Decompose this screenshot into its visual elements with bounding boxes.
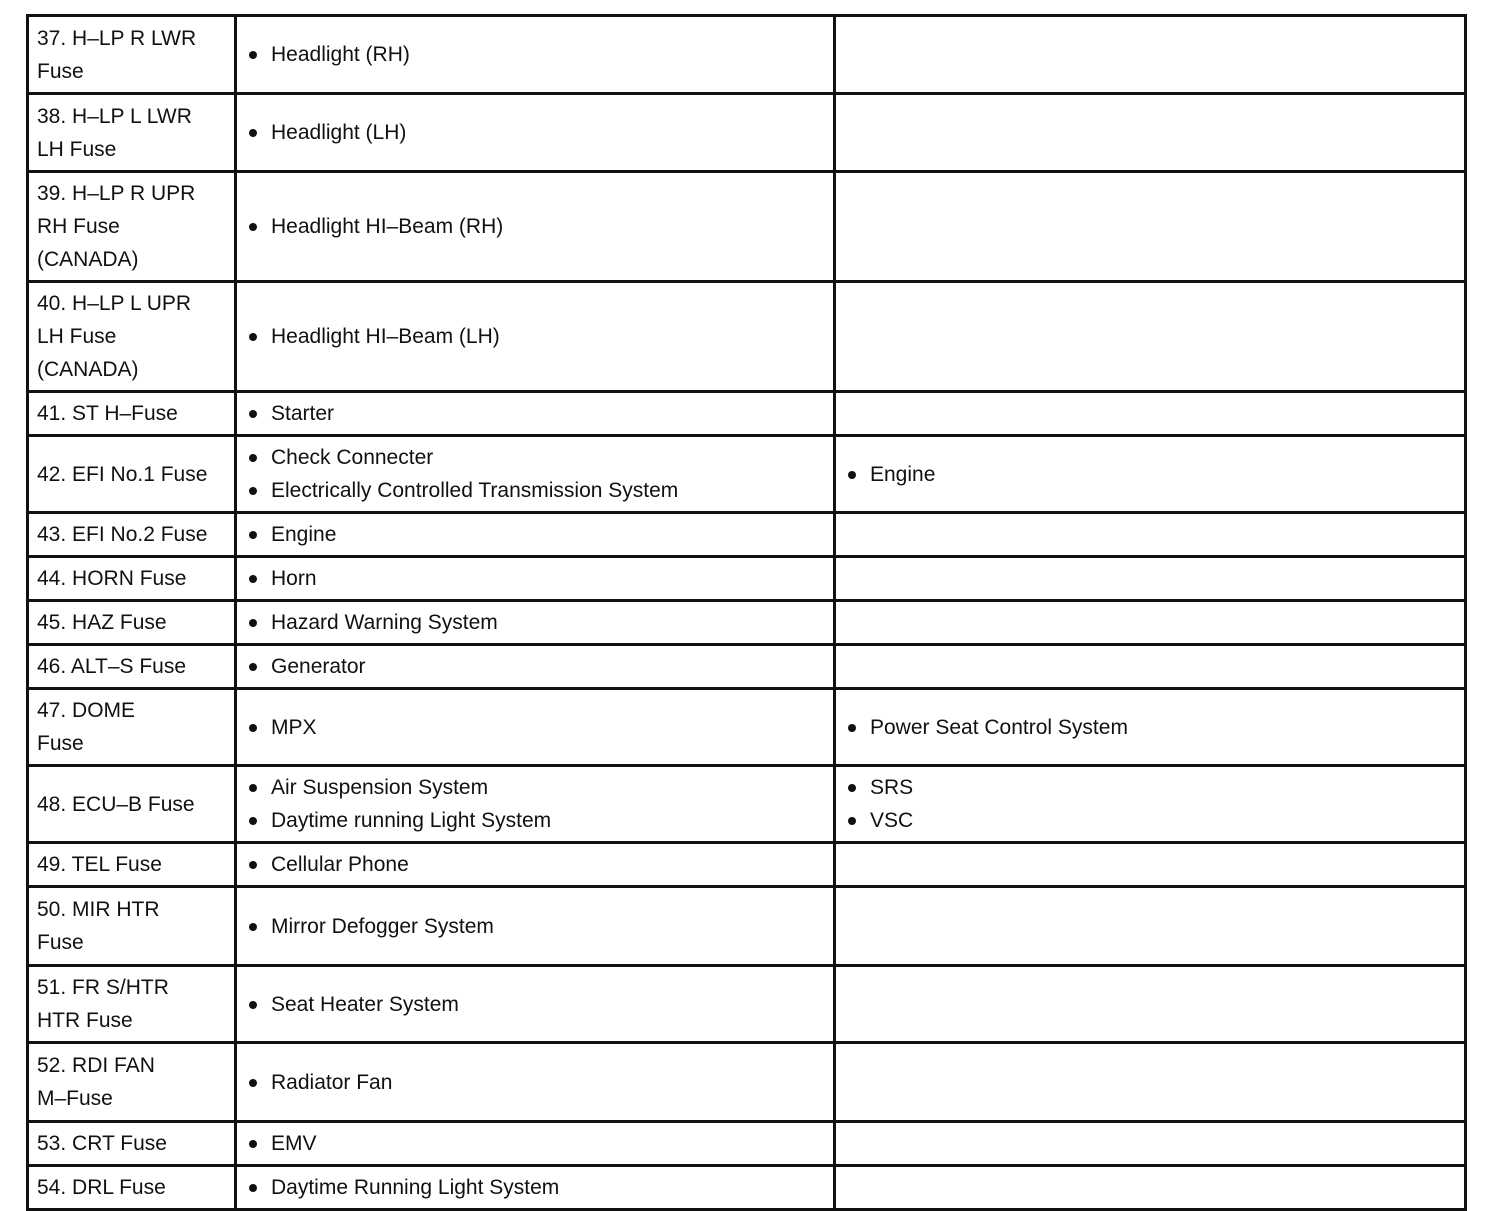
related-system-cell	[835, 966, 1466, 1043]
list-item: MPX	[247, 711, 825, 744]
bullet-list	[245, 771, 825, 837]
fuse-table-body	[28, 16, 1466, 1210]
bullet-list	[844, 771, 1456, 837]
related-system-cell	[835, 557, 1466, 601]
circuit-cell	[236, 601, 835, 645]
circuit-cell	[236, 1043, 835, 1122]
bullet-list	[245, 441, 825, 507]
table-row	[28, 601, 1466, 645]
list-item: Daytime running Light System	[247, 804, 825, 837]
circuit-cell	[236, 1166, 835, 1210]
bullet-list	[245, 518, 825, 551]
circuit-cell	[236, 966, 835, 1043]
fuse-name-cell	[28, 601, 236, 645]
list-item: SRS	[846, 771, 1456, 804]
fuse-name-line: 37. H–LP R LWR	[37, 26, 197, 50]
related-system-cell	[835, 94, 1466, 172]
circuit-cell	[236, 843, 835, 887]
fuse-table	[26, 14, 1467, 1211]
bullet-list	[245, 562, 825, 595]
bullet-list	[245, 397, 825, 430]
fuse-name-line: 50. MIR HTR	[37, 898, 160, 921]
list-item: Air Suspension System	[247, 771, 825, 804]
fuse-name-cell	[28, 843, 236, 887]
fuse-name-line: 38. H–LP L LWR	[37, 104, 192, 128]
related-system-cell	[835, 689, 1466, 766]
fuse-name-line: LH Fuse	[37, 325, 117, 348]
fuse-name-cell	[28, 645, 236, 689]
related-system-cell	[835, 843, 1466, 887]
fuse-name-line: 45. HAZ Fuse	[37, 611, 167, 634]
table-row	[28, 392, 1466, 436]
fuse-name-line: 40. H–LP L UPR	[37, 292, 192, 315]
circuit-cell	[236, 94, 835, 172]
fuse-name-cell	[28, 557, 236, 601]
related-system-cell	[835, 1166, 1466, 1210]
bullet-list	[245, 320, 825, 353]
list-item: Starter	[247, 397, 825, 430]
table-row	[28, 1043, 1466, 1122]
circuit-cell	[236, 887, 835, 966]
fuse-name-line: HTR Fuse	[37, 1009, 133, 1032]
related-system-cell	[835, 601, 1466, 645]
circuit-cell	[236, 1122, 835, 1166]
table-row	[28, 172, 1466, 282]
list-item: Engine	[846, 458, 1456, 491]
related-system-cell	[835, 1122, 1466, 1166]
circuit-cell	[236, 282, 835, 392]
list-item: Radiator Fan	[247, 1066, 825, 1099]
fuse-name-line: 42. EFI No.1 Fuse	[37, 462, 208, 486]
table-row	[28, 966, 1466, 1043]
table-row	[28, 887, 1466, 966]
fuse-name-line: LH Fuse	[37, 137, 117, 161]
fuse-name-line: 47. DOME	[37, 699, 136, 722]
related-system-cell	[835, 645, 1466, 689]
fuse-name-cell	[28, 436, 236, 513]
table-row	[28, 843, 1466, 887]
list-item: Daytime Running Light System	[247, 1171, 825, 1204]
circuit-cell	[236, 16, 835, 94]
fuse-name-line: Fuse	[37, 732, 84, 755]
bullet-list	[245, 606, 825, 639]
circuit-cell	[236, 645, 835, 689]
circuit-cell	[236, 513, 835, 557]
circuit-cell	[236, 436, 835, 513]
bullet-list	[245, 38, 825, 71]
fuse-name-cell	[28, 887, 236, 966]
fuse-name-cell	[28, 94, 236, 172]
bullet-list	[844, 711, 1456, 744]
fuse-name-cell	[28, 392, 236, 436]
fuse-name-line: RH Fuse	[37, 215, 120, 238]
fuse-name-cell	[28, 282, 236, 392]
circuit-cell	[236, 689, 835, 766]
table-row	[28, 94, 1466, 172]
related-system-cell	[835, 513, 1466, 557]
fuse-name-line: 43. EFI No.2 Fuse	[37, 523, 208, 546]
fuse-name-cell	[28, 966, 236, 1043]
list-item: Power Seat Control System	[846, 711, 1456, 744]
list-item: Seat Heater System	[247, 988, 825, 1021]
fuse-name-cell	[28, 1166, 236, 1210]
fuse-name-line: 46. ALT–S Fuse	[37, 655, 187, 678]
table-row	[28, 557, 1466, 601]
table-row	[28, 436, 1466, 513]
fuse-name-cell	[28, 16, 236, 94]
table-row	[28, 16, 1466, 94]
fuse-name-cell	[28, 689, 236, 766]
related-system-cell	[835, 887, 1466, 966]
list-item: Cellular Phone	[247, 848, 825, 881]
fuse-name-line: (CANADA)	[37, 248, 139, 271]
circuit-cell	[236, 557, 835, 601]
bullet-list	[245, 650, 825, 683]
fuse-name-line: (CANADA)	[37, 358, 139, 381]
table-row	[28, 1122, 1466, 1166]
fuse-name-cell	[28, 172, 236, 282]
bullet-list	[844, 458, 1456, 491]
list-item: VSC	[846, 804, 1456, 837]
bullet-list	[245, 711, 825, 744]
bullet-list	[245, 988, 825, 1021]
bullet-list	[245, 1171, 825, 1204]
table-row	[28, 513, 1466, 557]
related-system-cell	[835, 16, 1466, 94]
list-item: Check Connecter	[247, 441, 825, 474]
list-item: Engine	[247, 518, 825, 551]
fuse-name-line: 54. DRL Fuse	[37, 1176, 166, 1199]
table-row	[28, 645, 1466, 689]
circuit-cell	[236, 766, 835, 843]
bullet-list	[245, 1127, 825, 1160]
table-row	[28, 1166, 1466, 1210]
fuse-name-line: 39. H–LP R UPR	[37, 182, 196, 205]
table-row	[28, 282, 1466, 392]
list-item: Electrically Controlled Transmission System	[247, 474, 825, 507]
related-system-cell	[835, 392, 1466, 436]
fuse-name-line: Fuse	[37, 59, 84, 83]
related-system-cell	[835, 172, 1466, 282]
fuse-name-line: 53. CRT Fuse	[37, 1132, 167, 1155]
fuse-name-line: 41. ST H–Fuse	[37, 402, 178, 425]
bullet-list	[245, 848, 825, 881]
table-row	[28, 766, 1466, 843]
fuse-name-line: M–Fuse	[37, 1087, 113, 1110]
list-item: Headlight HI–Beam (LH)	[247, 320, 825, 353]
related-system-cell	[835, 282, 1466, 392]
related-system-cell	[835, 436, 1466, 513]
list-item: Horn	[247, 562, 825, 595]
list-item: Mirror Defogger System	[247, 910, 825, 943]
related-system-cell	[835, 1043, 1466, 1122]
fuse-name-line: 48. ECU–B Fuse	[37, 792, 195, 816]
fuse-name-line: 51. FR S/HTR	[37, 976, 169, 999]
table-row	[28, 689, 1466, 766]
fuse-name-cell	[28, 1043, 236, 1122]
bullet-list	[245, 210, 825, 243]
fuse-name-line: 44. HORN Fuse	[37, 567, 187, 590]
list-item: Headlight HI–Beam (RH)	[247, 210, 825, 243]
fuse-name-cell	[28, 513, 236, 557]
bullet-list	[245, 910, 825, 943]
list-item: EMV	[247, 1127, 825, 1160]
list-item: Headlight (LH)	[247, 116, 825, 149]
related-system-cell	[835, 766, 1466, 843]
fuse-name-cell	[28, 766, 236, 843]
bullet-list	[245, 116, 825, 149]
list-item: Generator	[247, 650, 825, 683]
circuit-cell	[236, 172, 835, 282]
fuse-name-line: 52. RDI FAN	[37, 1054, 155, 1077]
bullet-list	[245, 1066, 825, 1099]
fuse-name-line: 49. TEL Fuse	[37, 853, 162, 876]
fuse-name-line: Fuse	[37, 931, 84, 954]
fuse-name-cell	[28, 1122, 236, 1166]
circuit-cell	[236, 392, 835, 436]
list-item: Headlight (RH)	[247, 38, 825, 71]
list-item: Hazard Warning System	[247, 606, 825, 639]
